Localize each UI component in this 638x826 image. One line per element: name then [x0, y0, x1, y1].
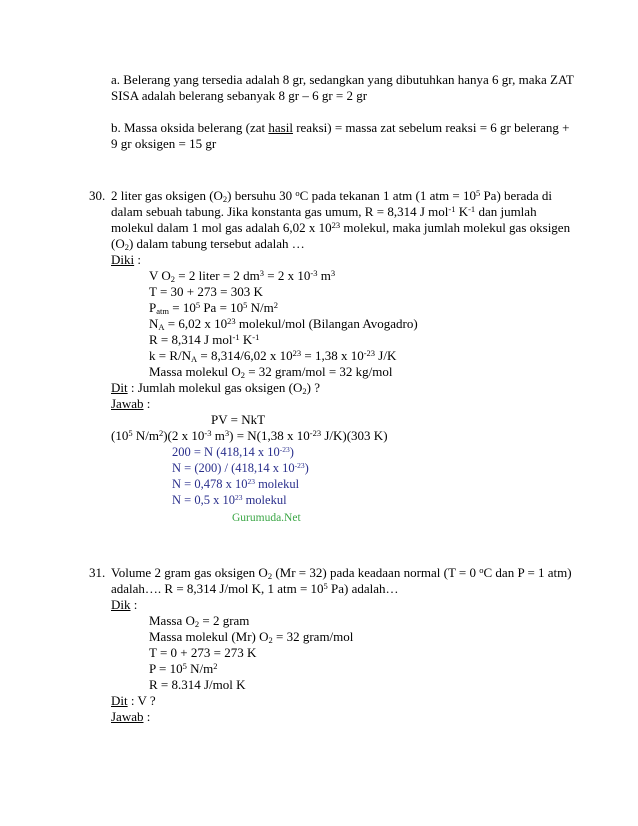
- text: ): [289, 445, 294, 459]
- superscript: 3: [259, 268, 265, 278]
- superscript: 5: [128, 428, 133, 438]
- q30-equation-1: PV = NkT: [211, 412, 266, 427]
- text: molekul/mol (Bilangan Avogadro): [235, 316, 418, 331]
- subscript: 2: [267, 571, 273, 581]
- q30-given-4: [149, 316, 418, 332]
- text: = 1,38 x 10: [301, 348, 364, 363]
- text: molekul dalam 1 mol gas adalah 6,02 x 10: [111, 220, 332, 235]
- text: b. Massa oksida belerang (zat: [111, 120, 269, 135]
- q31-given-4: [149, 661, 217, 677]
- underlined-word: hasil: [268, 120, 293, 135]
- text: :: [143, 396, 151, 411]
- text: (Mr = 32) pada keadaan normal (T = 0: [272, 565, 480, 580]
- superscript: -1: [252, 332, 260, 342]
- text: Massa molekul (Mr) O: [149, 629, 269, 644]
- label: Jawab: [111, 709, 144, 724]
- label: Jawab: [111, 396, 144, 411]
- q31-given-1: [149, 613, 249, 629]
- q30-calc-1: [172, 444, 294, 460]
- para-a-line-2: SISA adalah belerang sebanyak 8 gr – 6 gr = 2 gr: [111, 88, 368, 103]
- text: ) bersuhu 30: [227, 188, 296, 203]
- text: reaksi) = massa zat sebelum reaksi = 6 gr belerang +: [292, 120, 570, 135]
- superscript: -1: [232, 332, 240, 342]
- superscript: 2: [158, 428, 164, 438]
- q30-equation-2: [111, 428, 388, 444]
- text: 200 = N (418,14 x 10: [172, 445, 280, 459]
- text: : Jumlah molekul gas oksigen (O: [127, 380, 303, 395]
- label: Diki: [111, 252, 135, 267]
- q30-jawab-heading: [111, 396, 150, 412]
- q31-number: 31.: [89, 565, 106, 580]
- text: = 2 gram: [199, 613, 250, 628]
- q30-given-1: [149, 268, 335, 284]
- text: Massa molekul O: [149, 364, 241, 379]
- text: J/K: [375, 348, 397, 363]
- superscript: -3: [310, 268, 318, 278]
- text: k = R/N: [149, 348, 192, 363]
- text: = 32 gram/mol: [272, 629, 354, 644]
- watermark: Gurumuda.Net: [232, 512, 301, 524]
- subscript: 2: [302, 386, 307, 396]
- label: Dit: [111, 380, 128, 395]
- text: K: [455, 204, 469, 219]
- superscript: 3: [330, 268, 336, 278]
- q30-given-6: [149, 348, 396, 364]
- text: N = (200) / (418,14 x 10: [172, 461, 295, 475]
- superscript: -23: [279, 445, 290, 454]
- superscript: 23: [247, 477, 255, 486]
- text: = 2 liter = 2 dm: [175, 268, 260, 283]
- text: (10: [111, 428, 129, 443]
- text: Pa) berada di: [480, 188, 553, 203]
- text: : V ?: [127, 693, 156, 708]
- q31-given-5: R = 8.314 J/mol K: [149, 677, 246, 692]
- text: :: [143, 709, 151, 724]
- q30-given-5: [149, 332, 259, 348]
- q31-line-2: [111, 581, 399, 597]
- superscript: -23: [363, 348, 376, 358]
- subscript: 2: [240, 370, 245, 380]
- superscript: 5: [195, 300, 201, 310]
- text: :: [134, 252, 141, 267]
- superscript: -23: [294, 461, 305, 470]
- superscript: 5: [243, 300, 248, 310]
- superscript: -23: [309, 428, 322, 438]
- label: Dik: [111, 597, 131, 612]
- text: Volume 2 gram gas oksigen O: [111, 565, 268, 580]
- text: C pada tekanan 1 atm (1 atm = 10: [299, 188, 476, 203]
- q31-given-3: T = 0 + 273 = 273 K: [149, 645, 257, 660]
- q30-line-4: [111, 236, 305, 252]
- q31-given-2: [149, 629, 353, 645]
- para-b-line-1: [111, 120, 569, 136]
- para-b-line-2: 9 gr oksigen = 15 gr: [111, 136, 217, 151]
- q30-calc-2: [172, 460, 309, 476]
- subscript: 2: [170, 274, 176, 284]
- q30-calc-4: [172, 492, 287, 508]
- text: K: [239, 332, 253, 347]
- text: N = 0,478 x 10: [172, 477, 248, 491]
- q30-given-3: [149, 300, 278, 316]
- superscript: o: [479, 565, 484, 575]
- text: 2 liter gas oksigen (O: [111, 188, 223, 203]
- subscript: 2: [194, 619, 200, 629]
- label: Dit: [111, 693, 128, 708]
- superscript: -1: [448, 204, 456, 214]
- subscript: atm: [156, 306, 169, 316]
- q30-calc-3: [172, 476, 299, 492]
- text: P: [149, 300, 157, 315]
- text: m: [211, 428, 225, 443]
- text: molekul, maka jumlah molekul gas oksigen: [340, 220, 571, 235]
- superscript: 3: [224, 428, 230, 438]
- text: ): [304, 461, 309, 475]
- text: Pa) adalah…: [327, 581, 399, 596]
- superscript: 23: [292, 348, 302, 358]
- text: = 6,02 x 10: [164, 316, 228, 331]
- text: = 32 gram/mol = 32 kg/mol: [244, 364, 393, 379]
- text: P = 10: [149, 661, 183, 676]
- text: ) ?: [306, 380, 320, 395]
- q30-line-3: [111, 220, 570, 236]
- text: V O: [149, 268, 171, 283]
- text: N/m: [132, 428, 159, 443]
- q31-dik-heading: [111, 597, 137, 613]
- q30-given-2: T = 30 + 273 = 303 K: [149, 284, 263, 299]
- text: = 8,314/6,02 x 10: [197, 348, 293, 363]
- q31-jawab-heading: [111, 709, 150, 725]
- text: :: [130, 597, 138, 612]
- text: )(2 x 10: [163, 428, 205, 443]
- text: N = 0,5 x 10: [172, 493, 235, 507]
- text: C dan P = 1 atm): [483, 565, 572, 580]
- q30-line-2: [111, 204, 537, 220]
- text: ) = N(1,38 x 10: [229, 428, 310, 443]
- superscript: 2: [213, 661, 218, 671]
- text: N/m: [247, 300, 274, 315]
- text: Pa = 10: [200, 300, 244, 315]
- text: dalam sebuah tabung. Jika konstanta gas umum, R = 8,314 J mol: [111, 204, 449, 219]
- superscript: 23: [227, 316, 236, 326]
- subscript: A: [158, 322, 165, 332]
- text: dan jumlah: [475, 204, 537, 219]
- text: R = 8,314 J mol: [149, 332, 233, 347]
- superscript: 2: [273, 300, 279, 310]
- q30-number: 30.: [89, 188, 106, 203]
- q30-dit: [111, 380, 320, 396]
- text: m: [317, 268, 331, 283]
- q30-diki-heading: [111, 252, 141, 268]
- text: molekul: [242, 493, 287, 507]
- text: molekul: [254, 477, 300, 491]
- superscript: -1: [468, 204, 476, 214]
- text: = 10: [168, 300, 196, 315]
- text: J/K)(303 K): [321, 428, 388, 443]
- para-a-line-1: a. Belerang yang tersedia adalah 8 gr, sedangkan yang dibutuhkan hanya 6 gr, maka ZAT: [111, 72, 574, 87]
- text: = 2 x 10: [264, 268, 311, 283]
- text: (O: [111, 236, 125, 251]
- q30-given-7: [149, 364, 393, 380]
- q31-dit: [111, 693, 156, 709]
- superscript: 5: [323, 581, 328, 591]
- subscript: 2: [222, 194, 228, 204]
- superscript: o: [295, 188, 300, 198]
- superscript: 5: [182, 661, 187, 671]
- text: Massa O: [149, 613, 195, 628]
- subscript: A: [191, 354, 198, 364]
- superscript: 5: [475, 188, 481, 198]
- q31-line-1: [111, 565, 572, 581]
- text: N: [149, 316, 159, 331]
- superscript: 23: [331, 220, 341, 230]
- text: adalah…. R = 8,314 J/mol K, 1 atm = 10: [111, 581, 324, 596]
- text: N/m: [186, 661, 214, 676]
- subscript: 2: [124, 242, 129, 252]
- superscript: -3: [204, 428, 212, 438]
- superscript: 23: [234, 493, 243, 502]
- q30-line-1: [111, 188, 552, 204]
- text: ) dalam tabung tersebut adalah …: [128, 236, 305, 251]
- subscript: 2: [268, 635, 273, 645]
